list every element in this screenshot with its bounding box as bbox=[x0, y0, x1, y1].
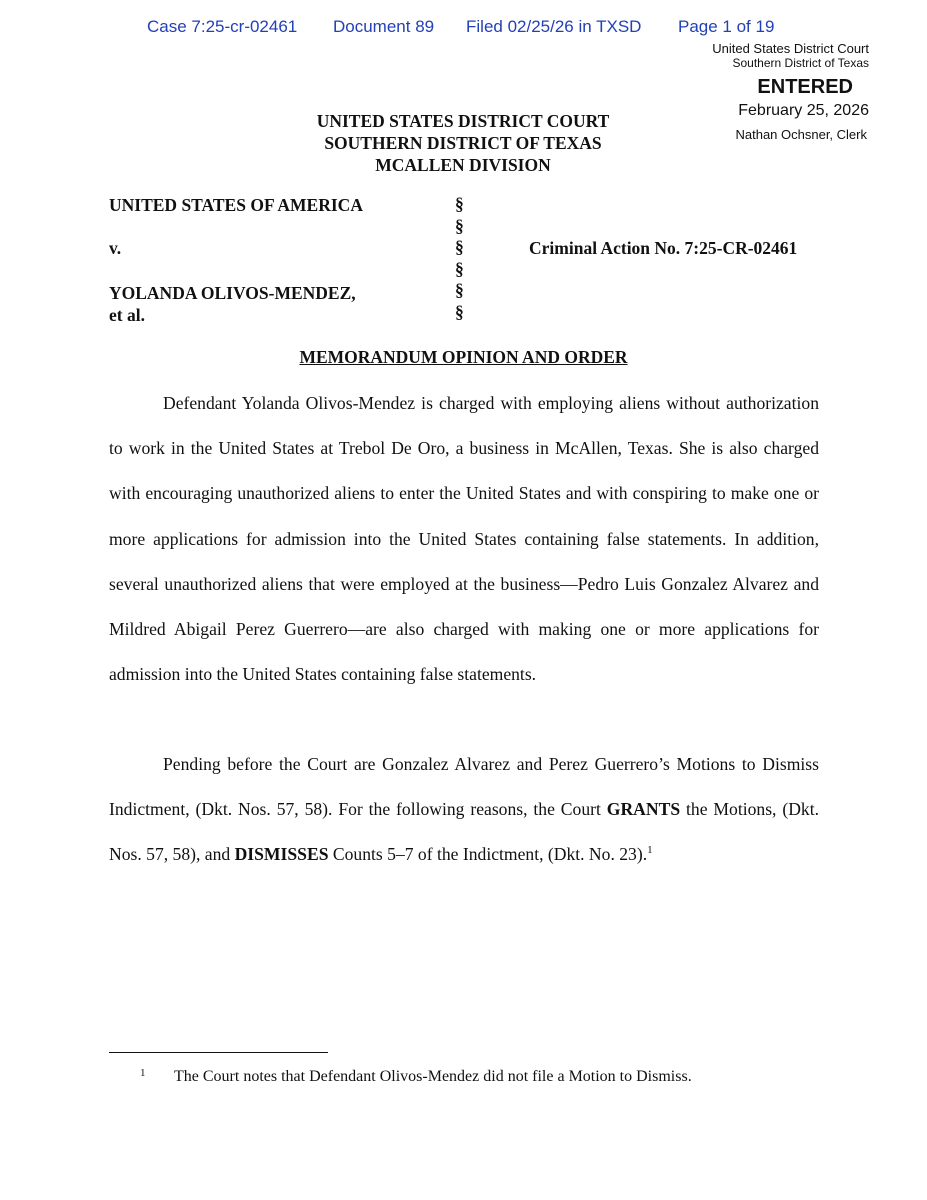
document-heading bbox=[0, 346, 927, 368]
paragraph-segment: Pending before the Court are Gonzalez Alvarez and Perez Guerrero’s Motions to Dismiss Indictment, (Dkt. Nos. 57, 58). For the following reasons, the Court bbox=[109, 754, 819, 820]
section-symbol: § bbox=[455, 215, 464, 236]
footnote-reference[interactable]: 1 bbox=[647, 844, 653, 857]
caption-versus: v. bbox=[109, 238, 122, 258]
ecf-case-number: Case 7:25-cr-02461 bbox=[147, 17, 298, 36]
section-symbol: § bbox=[455, 237, 464, 257]
section-symbol: § bbox=[455, 258, 464, 279]
caption-defendant: YOLANDA OLIVOS-MENDEZ, bbox=[109, 283, 356, 303]
ecf-page-count: Page 1 of 19 bbox=[678, 17, 775, 36]
stamp-status: ENTERED bbox=[757, 76, 853, 98]
paragraph-text: Defendant Yolanda Olivos-Mendez is charged with employing aliens without authorization to work in the United States at Trebol De Oro, a business in McAllen, Texas. She is also charged with encouraging unauthorized aliens to enter the United States and with conspiring to make one or more applications for admission into the United States containing false statements. In addition, several unauthorized aliens that were employed at the business—Pedro Luis Gonzalez Alvarez and Mildred Abigail Perez Guerrero—are also charged with making one or more applications for admission into the United States containing false statements. bbox=[109, 393, 819, 685]
document-heading-text: MEMORANDUM OPINION AND ORDER bbox=[299, 347, 628, 367]
court-title-line3: MCALLEN DIVISION bbox=[375, 155, 551, 175]
paragraph-segment: the Motions, (Dkt. Nos. 57, 58), and bbox=[109, 799, 819, 865]
section-symbol: § bbox=[455, 194, 464, 214]
stamp-clerk: Nathan Ochsner, Clerk bbox=[735, 127, 867, 142]
caption-plaintiff: UNITED STATES OF AMERICA bbox=[109, 195, 363, 215]
footnote-divider bbox=[109, 1052, 328, 1053]
footnote-text: The Court notes that Defendant Olivos-Mendez did not file a Motion to Dismiss. bbox=[174, 1068, 692, 1085]
paragraph-segment: Counts 5–7 of the Indictment, (Dkt. No. 23). bbox=[328, 844, 648, 865]
paragraph-text bbox=[109, 742, 819, 878]
body-paragraph-1 bbox=[109, 381, 819, 697]
footnote-number: 1 bbox=[140, 1067, 146, 1079]
court-title-line2: SOUTHERN DISTRICT OF TEXAS bbox=[324, 133, 602, 153]
entered-stamp bbox=[669, 41, 869, 143]
court-title-line1: UNITED STATES DISTRICT COURT bbox=[316, 111, 610, 131]
caption-section-symbols bbox=[455, 194, 475, 323]
stamp-district: Southern District of Texas bbox=[732, 56, 869, 70]
stamp-court: United States District Court bbox=[712, 41, 869, 56]
ecf-header bbox=[0, 17, 927, 41]
grants-ruling: GRANTS bbox=[606, 799, 681, 820]
body-paragraph-2 bbox=[109, 742, 819, 878]
dismisses-ruling: DISMISSES bbox=[234, 844, 329, 865]
stamp-date: February 25, 2026 bbox=[738, 102, 869, 119]
ecf-document-number: Document 89 bbox=[333, 17, 435, 36]
court-title bbox=[263, 110, 663, 176]
section-symbol: § bbox=[455, 301, 464, 322]
caption-defendant-et-al: et al. bbox=[109, 305, 145, 325]
ecf-filed-date: Filed 02/25/26 in TXSD bbox=[466, 17, 642, 36]
criminal-action-number: Criminal Action No. 7:25-CR-02461 bbox=[529, 238, 798, 258]
section-symbol: § bbox=[455, 280, 464, 300]
